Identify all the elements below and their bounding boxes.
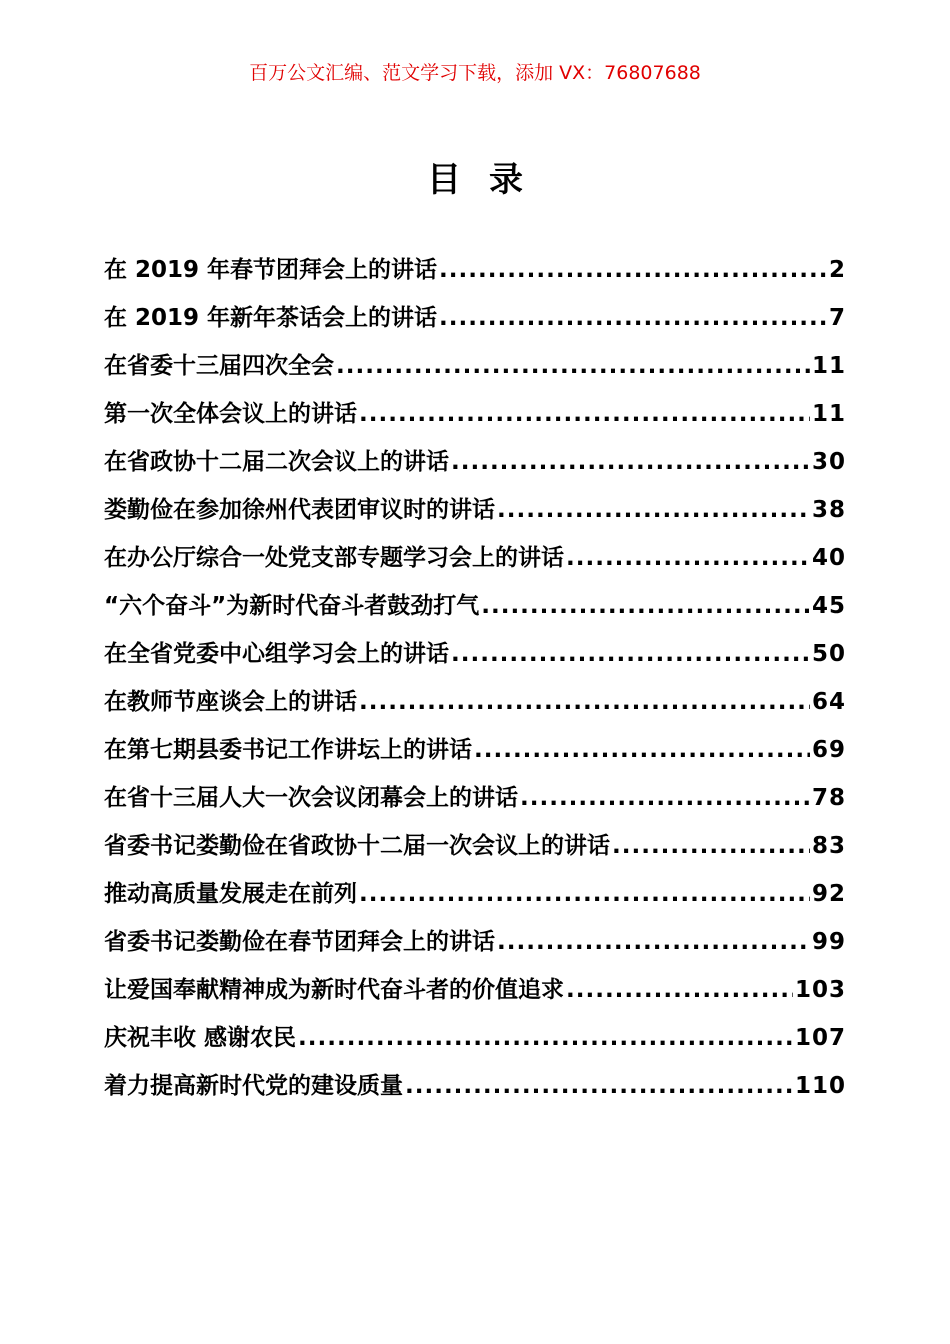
toc-entry-title: “六个奋斗”为新时代奋斗者鼓劲打气 [104,593,480,619]
toc-entry-title: 在教师节座谈会上的讲话 [104,689,357,715]
toc-entry-page: 83 [811,833,846,859]
toc-leader-dots [474,730,810,770]
toc-entry[interactable] [104,922,846,970]
toc-leader-dots [336,346,810,386]
toc-leader-dots [439,298,827,338]
toc-entry-page: 64 [811,689,846,715]
toc-entry-page: 40 [811,545,846,571]
toc-entry[interactable] [104,682,846,730]
toc-leader-dots [359,394,810,434]
toc-entry[interactable] [104,298,846,346]
toc-entry-title: 庆祝丰收 感谢农民 [104,1025,297,1051]
toc-entry-title: 在全省党委中心组学习会上的讲话 [104,641,449,667]
toc-entry-title: 省委书记娄勤俭在春节团拜会上的讲话 [104,929,495,955]
toc-entry-title: 在第七期县委书记工作讲坛上的讲话 [104,737,472,763]
toc-entry-page: 107 [794,1025,846,1051]
toc-entry[interactable] [104,1066,846,1114]
toc-entry-page: 45 [811,593,846,619]
toc-entry-page: 78 [811,785,846,811]
page-title: 目录 [427,160,551,200]
toc-entry-page: 2 [828,257,846,283]
toc-leader-dots [451,634,810,674]
toc-entry-title: 省委书记娄勤俭在省政协十二届一次会议上的讲话 [104,833,610,859]
toc-entry[interactable] [104,970,846,1018]
table-of-contents [104,250,846,1114]
toc-entry-page: 99 [811,929,846,955]
toc-entry[interactable] [104,874,846,922]
toc-entry-title: 在省政协十二届二次会议上的讲话 [104,449,449,475]
toc-entry[interactable] [104,634,846,682]
toc-entry-title: 在省委十三届四次全会 [104,353,334,379]
toc-entry-title: 在 2019 年新年茶话会上的讲话 [104,305,438,331]
toc-leader-dots [481,586,810,626]
toc-leader-dots [612,826,810,866]
header-note: 百万公文汇编、范文学习下载，添加 VX：76807688 [249,62,701,84]
toc-leader-dots [497,490,810,530]
toc-leader-dots [298,1018,793,1058]
toc-entry-page: 38 [811,497,846,523]
toc-leader-dots [520,778,810,818]
toc-entry-page: 7 [828,305,846,331]
toc-entry[interactable] [104,346,846,394]
toc-entry-title: 娄勤俭在参加徐州代表团审议时的讲话 [104,497,495,523]
toc-entry[interactable] [104,442,846,490]
toc-leader-dots [359,682,810,722]
toc-entry[interactable] [104,586,846,634]
toc-entry-page: 30 [811,449,846,475]
toc-entry-title: 第一次全体会议上的讲话 [104,401,357,427]
toc-entry-title: 在省十三届人大一次会议闭幕会上的讲话 [104,785,518,811]
toc-leader-dots [439,250,827,290]
toc-entry-page: 69 [811,737,846,763]
toc-entry[interactable] [104,250,846,298]
toc-entry[interactable] [104,490,846,538]
toc-entry-title: 让爱国奉献精神成为新时代奋斗者的价值追求 [104,977,564,1003]
toc-entry-page: 110 [794,1073,846,1099]
toc-leader-dots [451,442,810,482]
toc-entry[interactable] [104,1018,846,1066]
toc-entry-page: 11 [811,401,846,427]
toc-entry[interactable] [104,394,846,442]
toc-entry-title: 着力提高新时代党的建设质量 [104,1073,403,1099]
toc-leader-dots [359,874,810,914]
toc-entry-title: 推动高质量发展走在前列 [104,881,357,907]
toc-entry-page: 92 [811,881,846,907]
toc-leader-dots [566,970,793,1010]
toc-entry[interactable] [104,730,846,778]
toc-entry[interactable] [104,826,846,874]
toc-leader-dots [405,1066,793,1106]
toc-entry-page: 11 [811,353,846,379]
toc-leader-dots [497,922,810,962]
toc-entry[interactable] [104,778,846,826]
toc-entry[interactable] [104,538,846,586]
toc-entry-title: 在办公厅综合一处党支部专题学习会上的讲话 [104,545,564,571]
toc-entry-title: 在 2019 年春节团拜会上的讲话 [104,257,438,283]
toc-entry-page: 103 [794,977,846,1003]
toc-leader-dots [566,538,810,578]
toc-entry-page: 50 [811,641,846,667]
